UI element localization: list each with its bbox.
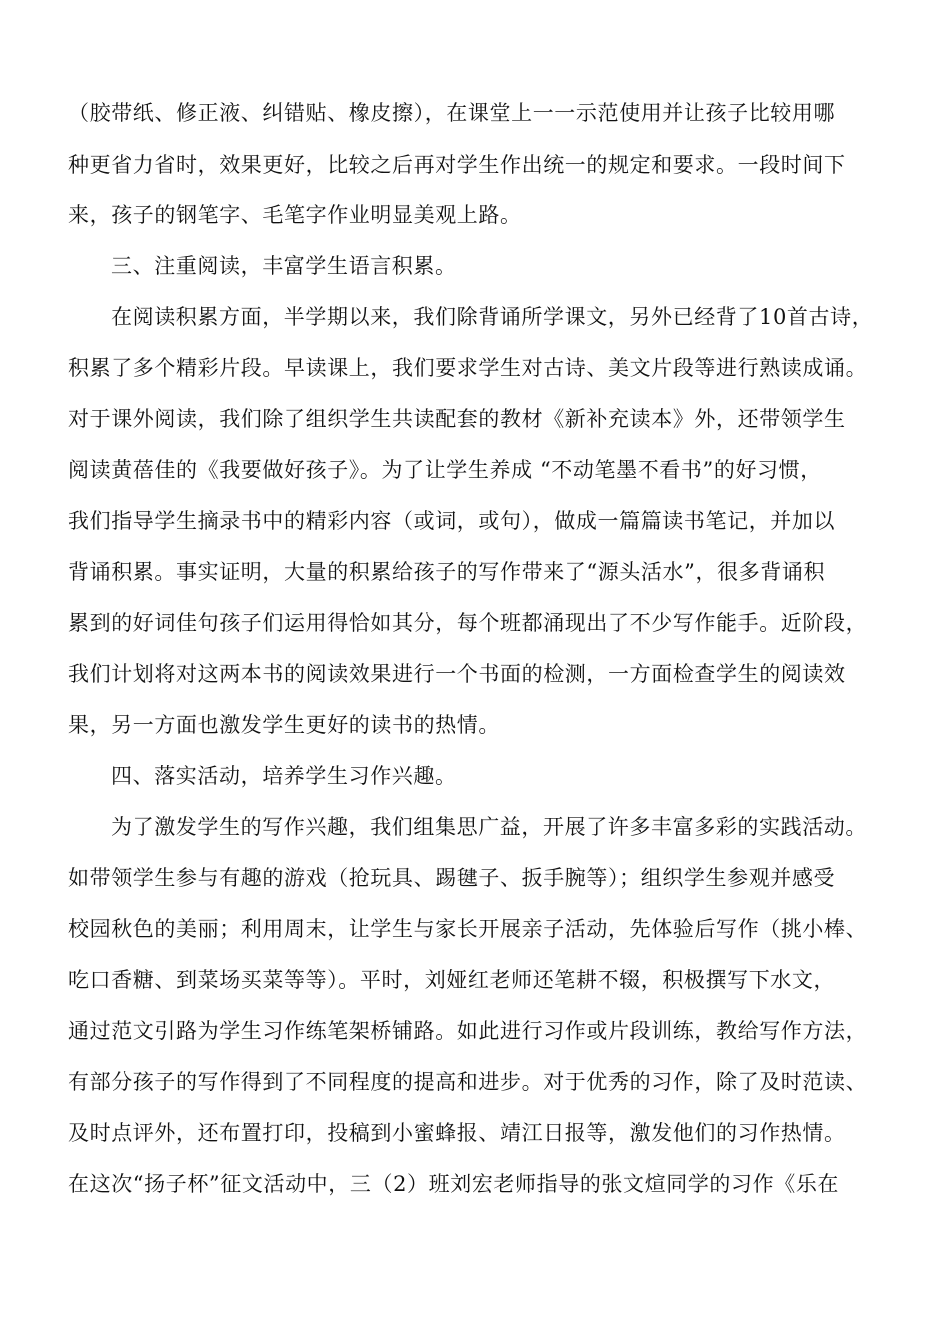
text-line: 通过范文引路为学生习作练笔架桥铺路。如此进行习作或片段训练，教给写作方法， — [68, 1019, 868, 1043]
text-line: 及时点评外，还布置打印，投稿到小蜜蜂报、靖江日报等，激发他们的习作热情。 — [68, 1121, 846, 1145]
text-line: 我们指导学生摘录书中的精彩内容（或词，或句），做成一篇篇读书笔记，并加以 — [68, 509, 836, 533]
text-line: 来，孩子的钢笔字、毛笔字作业明显美观上路。 — [68, 203, 522, 227]
text-line: 对于课外阅读，我们除了组织学生共读配套的教材《新补充读本》外，还带领学生 — [68, 407, 846, 431]
text-line: 累到的好词佳句孩子们运用得恰如其分，每个班都涌现出了不少写作能手。近阶段， — [68, 611, 868, 635]
text-line: 我们计划将对这两本书的阅读效果进行一个书面的检测，一方面检查学生的阅读效 — [68, 662, 846, 686]
text-line: 在这次“扬子杯”征文活动中，三（2）班刘宏老师指导的张文煊同学的习作《乐在 — [68, 1172, 840, 1196]
text-line: 积累了多个精彩片段。早读课上，我们要求学生对古诗、美文片段等进行熟读成诵。 — [68, 356, 868, 380]
text-line: 果，另一方面也激发学生更好的读书的热情。 — [68, 713, 500, 737]
section-heading: 三、注重阅读，丰富学生语言积累。 — [111, 254, 457, 278]
text-line: 为了激发学生的写作兴趣，我们组集思广益，开展了许多丰富多彩的实践活动。 — [111, 815, 867, 839]
text-line: 背诵积累。事实证明，大量的积累给孩子的写作带来了“源头活水”，很多背诵积 — [68, 560, 826, 584]
text-line: 校园秋色的美丽；利用周末，让学生与家长开展亲子活动，先体验后写作（挑小棒、 — [68, 917, 868, 941]
section-heading: 四、落实活动，培养学生习作兴趣。 — [111, 764, 457, 788]
text-line: 有部分孩子的写作得到了不同程度的提高和进步。对于优秀的习作，除了及时范读、 — [68, 1070, 868, 1094]
text-line: （胶带纸、修正液、纠错贴、橡皮擦），在课堂上一一示范使用并让孩子比较用哪 — [68, 101, 836, 125]
text-line: 吃口香糖、到菜场买菜等等）。平时，刘娅红老师还笔耕不辍，积极撰写下水文， — [68, 968, 836, 992]
text-line: 在阅读积累方面，半学期以来，我们除背诵所学课文，另外已经背了10首古诗， — [111, 305, 874, 329]
text-line: 如带领学生参与有趣的游戏（抢玩具、踢毽子、扳手腕等）；组织学生参观并感受 — [68, 866, 836, 890]
text-line: 阅读黄蓓佳的《我要做好孩子》。为了让学生养成 “不动笔墨不看书”的好习惯， — [68, 458, 822, 482]
text-line: 种更省力省时，效果更好，比较之后再对学生作出统一的规定和要求。一段时间下 — [68, 153, 846, 177]
